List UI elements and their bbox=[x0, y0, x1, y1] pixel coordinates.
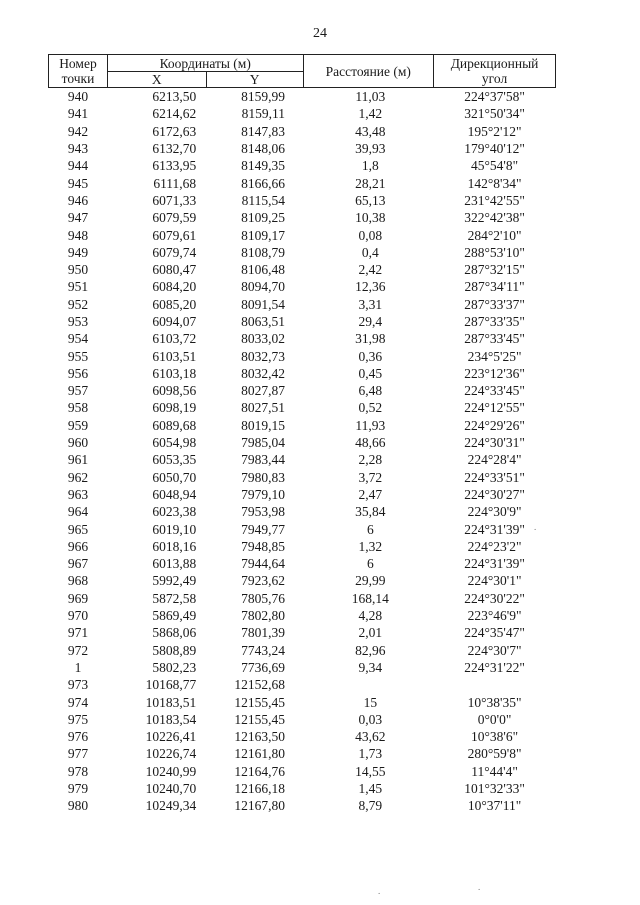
y-coordinate-cell: 7985,04 bbox=[241, 435, 286, 451]
x-coordinate-cell: 6133,95 bbox=[152, 158, 197, 174]
point-number-cell: 978 bbox=[67, 763, 89, 779]
y-coordinate-cell: 7948,85 bbox=[241, 538, 286, 554]
point-number-cell: 972 bbox=[67, 642, 89, 658]
x-coordinate-cell: 6103,18 bbox=[152, 365, 197, 381]
x-coordinate-cell: 6103,51 bbox=[152, 348, 197, 364]
point-number-cell: 977 bbox=[67, 746, 89, 762]
y-coordinate-cell: 8159,99 bbox=[241, 89, 286, 105]
table-row bbox=[49, 728, 556, 745]
distance-cell: 1,42 bbox=[358, 106, 383, 122]
angle-cell: 322°42'38" bbox=[464, 210, 525, 226]
header-coordinates: Координаты (м) bbox=[107, 55, 303, 72]
x-coordinate-cell: 6103,72 bbox=[152, 331, 197, 347]
angle-cell: 224°30'7" bbox=[467, 642, 522, 658]
y-coordinate-cell: 8147,83 bbox=[241, 123, 286, 139]
angle-cell: 287°34'11" bbox=[464, 279, 525, 295]
x-coordinate-cell: 10183,54 bbox=[145, 711, 197, 727]
x-coordinate-cell: 6019,10 bbox=[152, 521, 197, 537]
point-number-cell: 945 bbox=[67, 175, 89, 191]
table-row bbox=[49, 296, 556, 313]
distance-cell: 0,36 bbox=[358, 348, 383, 364]
y-coordinate-cell: 8108,79 bbox=[241, 244, 286, 260]
angle-cell: 224°12'55" bbox=[464, 400, 525, 416]
x-coordinate-cell: 6098,56 bbox=[152, 383, 197, 399]
x-coordinate-cell: 6213,50 bbox=[152, 89, 197, 105]
distance-cell: 14,55 bbox=[355, 763, 386, 779]
point-number-cell: 943 bbox=[67, 141, 89, 157]
point-number-cell: 957 bbox=[67, 383, 89, 399]
table-row bbox=[49, 451, 556, 468]
point-number-cell: 947 bbox=[67, 210, 89, 226]
x-coordinate-cell: 6023,38 bbox=[152, 504, 197, 520]
angle-cell: 224°30'27" bbox=[464, 486, 525, 502]
x-coordinate-cell: 6094,07 bbox=[152, 314, 197, 329]
point-number-cell: 955 bbox=[67, 348, 89, 364]
x-coordinate-cell: 6089,68 bbox=[152, 417, 197, 433]
table-row bbox=[49, 434, 556, 451]
table-row bbox=[49, 209, 556, 226]
angle-cell: 231°42'55" bbox=[464, 192, 525, 208]
angle-cell: 224°31'39" bbox=[464, 521, 525, 537]
table-row bbox=[49, 607, 556, 624]
x-coordinate-cell: 6013,88 bbox=[152, 556, 197, 572]
distance-cell: 12,36 bbox=[355, 279, 386, 295]
angle-cell: 224°33'45" bbox=[464, 383, 525, 399]
point-number-cell: 962 bbox=[67, 469, 89, 485]
angle-cell: 223°12'36" bbox=[464, 365, 525, 381]
angle-cell: 321°50'34" bbox=[464, 106, 525, 122]
header-angle: Дирекционный угол bbox=[434, 55, 556, 88]
table-row bbox=[49, 572, 556, 589]
y-coordinate-cell: 7953,98 bbox=[241, 504, 286, 520]
point-number-cell: 952 bbox=[67, 296, 89, 312]
point-number-cell: 966 bbox=[67, 538, 89, 554]
x-coordinate-cell: 10249,34 bbox=[145, 798, 197, 814]
coordinates-table bbox=[48, 54, 556, 814]
angle-cell: 179°40'12" bbox=[464, 141, 525, 157]
table-row bbox=[49, 261, 556, 278]
distance-cell: 11,03 bbox=[355, 89, 386, 105]
point-number-cell: 961 bbox=[67, 452, 89, 468]
distance-cell: 1,45 bbox=[358, 781, 383, 797]
angle-cell: 280°59'8" bbox=[467, 746, 522, 762]
distance-cell: 48,66 bbox=[355, 435, 386, 451]
x-coordinate-cell: 6050,70 bbox=[152, 469, 197, 485]
y-coordinate-cell: 8027,51 bbox=[241, 400, 286, 416]
table-header bbox=[49, 55, 556, 88]
point-number-cell: 965 bbox=[67, 521, 89, 537]
angle-cell: 224°30'22" bbox=[464, 590, 525, 606]
angle-cell: 10°38'35" bbox=[467, 694, 522, 710]
x-coordinate-cell: 6172,63 bbox=[152, 123, 197, 139]
table-row bbox=[49, 676, 556, 693]
distance-cell: 2,42 bbox=[358, 262, 383, 278]
x-coordinate-cell: 10240,99 bbox=[145, 763, 197, 779]
table-row bbox=[49, 157, 556, 174]
point-number-cell: 964 bbox=[67, 504, 89, 520]
x-coordinate-cell: 6079,74 bbox=[152, 244, 197, 260]
table-row bbox=[49, 486, 556, 503]
point-number-cell: 940 bbox=[67, 89, 89, 105]
y-coordinate-cell: 8091,54 bbox=[241, 296, 286, 312]
table-row bbox=[49, 399, 556, 416]
point-number-cell: 975 bbox=[67, 711, 89, 727]
distance-cell: 82,96 bbox=[355, 642, 386, 658]
x-coordinate-cell: 6111,68 bbox=[153, 175, 197, 191]
header-distance: Расстояние (м) bbox=[303, 55, 434, 88]
distance-cell: 1,8 bbox=[361, 158, 379, 174]
table-row bbox=[49, 226, 556, 243]
angle-cell: 287°33'45" bbox=[464, 331, 525, 347]
angle-cell: 224°28'4" bbox=[467, 452, 522, 468]
table-row bbox=[49, 330, 556, 347]
table-row bbox=[49, 538, 556, 555]
point-number-cell: 946 bbox=[67, 192, 89, 208]
table-row bbox=[49, 624, 556, 641]
distance-cell: 11,93 bbox=[355, 417, 386, 433]
x-coordinate-cell: 10183,51 bbox=[145, 694, 197, 710]
angle-cell: 45°54'8" bbox=[471, 158, 519, 174]
y-coordinate-cell: 12164,76 bbox=[234, 763, 286, 779]
distance-cell: 9,34 bbox=[358, 659, 383, 675]
y-coordinate-cell: 8027,87 bbox=[241, 383, 286, 399]
distance-cell: 2,47 bbox=[358, 486, 383, 502]
point-number-cell: 968 bbox=[67, 573, 89, 589]
distance-cell: 6 bbox=[366, 521, 374, 537]
header-x: X bbox=[107, 72, 206, 88]
distance-cell: 35,84 bbox=[355, 504, 386, 520]
x-coordinate-cell: 5808,89 bbox=[152, 642, 197, 658]
y-coordinate-cell: 8032,42 bbox=[241, 365, 286, 381]
table-row bbox=[49, 244, 556, 261]
scan-speck: . bbox=[478, 882, 481, 892]
x-coordinate-cell: 6080,47 bbox=[152, 262, 197, 278]
table-row bbox=[49, 382, 556, 399]
point-number-cell: 979 bbox=[67, 781, 89, 797]
table-row bbox=[49, 520, 556, 537]
angle-cell: 0°0'0" bbox=[477, 711, 512, 727]
y-coordinate-cell: 7801,39 bbox=[241, 625, 286, 641]
angle-cell: 288°53'10" bbox=[464, 244, 525, 260]
distance-cell: 0,45 bbox=[358, 365, 383, 381]
point-number-cell: 941 bbox=[67, 106, 89, 122]
angle-cell: 224°30'1" bbox=[467, 573, 522, 589]
y-coordinate-cell: 12167,80 bbox=[234, 798, 286, 814]
angle-cell bbox=[434, 676, 556, 693]
y-coordinate-cell: 8033,02 bbox=[241, 331, 286, 347]
y-coordinate-cell: 7944,64 bbox=[241, 556, 286, 572]
x-coordinate-cell: 6048,94 bbox=[152, 486, 197, 502]
distance-cell: 6 bbox=[366, 556, 374, 572]
x-coordinate-cell: 5992,49 bbox=[152, 573, 197, 589]
distance-cell: 29,99 bbox=[355, 573, 386, 589]
y-coordinate-cell: 8115,54 bbox=[241, 192, 286, 208]
y-coordinate-cell: 8106,48 bbox=[241, 262, 286, 278]
distance-cell: 8,79 bbox=[358, 798, 383, 814]
angle-cell: 11°44'4" bbox=[471, 763, 518, 779]
header-y: Y bbox=[206, 72, 303, 88]
angle-cell: 224°30'31" bbox=[464, 435, 525, 451]
point-number-cell: 954 bbox=[67, 331, 89, 347]
distance-cell: 43,48 bbox=[355, 123, 386, 139]
y-coordinate-cell: 7983,44 bbox=[241, 452, 286, 468]
distance-cell bbox=[303, 676, 434, 693]
table-row bbox=[49, 174, 556, 191]
distance-cell: 3,72 bbox=[358, 469, 383, 485]
x-coordinate-cell: 10226,74 bbox=[145, 746, 197, 762]
table-row bbox=[49, 278, 556, 295]
x-coordinate-cell: 10226,41 bbox=[145, 729, 197, 745]
distance-cell: 31,98 bbox=[355, 331, 386, 347]
table-row bbox=[49, 503, 556, 520]
point-number-cell: 1 bbox=[74, 659, 82, 675]
y-coordinate-cell: 12161,80 bbox=[234, 746, 286, 762]
x-coordinate-cell: 6071,33 bbox=[152, 192, 197, 208]
y-coordinate-cell: 8159,11 bbox=[241, 106, 286, 122]
point-number-cell: 950 bbox=[67, 262, 89, 278]
point-number-cell: 956 bbox=[67, 365, 89, 381]
table-row bbox=[49, 763, 556, 780]
distance-cell: 29,4 bbox=[358, 314, 383, 329]
point-number-cell: 948 bbox=[67, 227, 89, 243]
point-number-cell: 958 bbox=[67, 400, 89, 416]
table-row bbox=[49, 123, 556, 140]
angle-cell: 10°37'11" bbox=[467, 798, 522, 814]
x-coordinate-cell: 10240,70 bbox=[145, 781, 197, 797]
x-coordinate-cell: 5802,23 bbox=[152, 659, 197, 675]
angle-cell: 287°32'15" bbox=[464, 262, 525, 278]
point-number-cell: 942 bbox=[67, 123, 89, 139]
table-row bbox=[49, 347, 556, 364]
y-coordinate-cell: 8148,06 bbox=[241, 141, 286, 157]
angle-cell: 224°31'39" bbox=[464, 556, 525, 572]
angle-cell: 234°5'25" bbox=[467, 348, 522, 364]
y-coordinate-cell: 7805,76 bbox=[241, 590, 286, 606]
distance-cell: 2,28 bbox=[358, 452, 383, 468]
angle-cell: 224°31'22" bbox=[464, 659, 525, 675]
y-coordinate-cell: 8063,51 bbox=[241, 314, 286, 329]
x-coordinate-cell: 10168,77 bbox=[145, 677, 197, 693]
table-row bbox=[49, 780, 556, 797]
angle-cell: 224°35'47" bbox=[464, 625, 525, 641]
table-row bbox=[49, 693, 556, 710]
y-coordinate-cell: 7736,69 bbox=[241, 659, 286, 675]
angle-cell: 287°33'37" bbox=[464, 296, 525, 312]
point-number-cell: 959 bbox=[67, 417, 89, 433]
y-coordinate-cell: 8109,17 bbox=[241, 227, 286, 243]
y-coordinate-cell: 12155,45 bbox=[234, 694, 286, 710]
table-row bbox=[49, 192, 556, 209]
distance-cell: 0,52 bbox=[358, 400, 383, 416]
distance-cell: 2,01 bbox=[358, 625, 383, 641]
y-coordinate-cell: 8149,35 bbox=[241, 158, 286, 174]
y-coordinate-cell: 12163,50 bbox=[234, 729, 286, 745]
y-coordinate-cell: 8166,66 bbox=[241, 175, 286, 191]
table-row bbox=[49, 797, 556, 814]
table-row bbox=[49, 140, 556, 157]
x-coordinate-cell: 6098,19 bbox=[152, 400, 197, 416]
angle-cell: 195°2'12" bbox=[467, 123, 522, 139]
distance-cell: 10,38 bbox=[355, 210, 386, 226]
y-coordinate-cell: 7923,62 bbox=[241, 573, 286, 589]
distance-cell: 39,93 bbox=[355, 141, 386, 157]
angle-cell: 224°33'51" bbox=[464, 469, 525, 485]
scan-speck: . bbox=[534, 522, 537, 532]
y-coordinate-cell: 7980,83 bbox=[241, 469, 286, 485]
angle-cell: 224°29'26" bbox=[464, 417, 525, 433]
x-coordinate-cell: 6085,20 bbox=[152, 296, 197, 312]
point-number-cell: 963 bbox=[67, 486, 89, 502]
x-coordinate-cell: 6079,59 bbox=[152, 210, 197, 226]
x-coordinate-cell: 6018,16 bbox=[152, 538, 197, 554]
distance-cell: 4,28 bbox=[358, 608, 383, 624]
y-coordinate-cell: 8019,15 bbox=[241, 417, 286, 433]
x-coordinate-cell: 6053,35 bbox=[152, 452, 197, 468]
point-number-cell: 951 bbox=[67, 279, 89, 295]
distance-cell: 65,13 bbox=[355, 192, 386, 208]
distance-cell: 43,62 bbox=[355, 729, 386, 745]
angle-cell: 223°46'9" bbox=[467, 608, 522, 624]
y-coordinate-cell: 7979,10 bbox=[241, 486, 286, 502]
table-row bbox=[49, 555, 556, 572]
x-coordinate-cell: 5869,49 bbox=[152, 608, 197, 624]
table-row bbox=[49, 590, 556, 607]
x-coordinate-cell: 6084,20 bbox=[152, 279, 197, 295]
angle-cell: 224°37'58" bbox=[464, 89, 525, 105]
y-coordinate-cell: 8109,25 bbox=[241, 210, 286, 226]
table-row bbox=[49, 417, 556, 434]
table-body bbox=[49, 88, 556, 815]
angle-cell: 284°2'10" bbox=[467, 227, 522, 243]
angle-cell: 287°33'35" bbox=[464, 314, 525, 329]
angle-cell: 10°38'6" bbox=[471, 729, 519, 745]
x-coordinate-cell: 6214,62 bbox=[152, 106, 197, 122]
table-row bbox=[49, 88, 556, 106]
angle-cell: 224°30'9" bbox=[467, 504, 522, 520]
angle-cell: 101°32'33" bbox=[464, 781, 525, 797]
y-coordinate-cell: 8094,70 bbox=[241, 279, 286, 295]
page-number: 24 bbox=[313, 26, 327, 41]
x-coordinate-cell: 6054,98 bbox=[152, 435, 197, 451]
y-coordinate-cell: 8032,73 bbox=[241, 348, 286, 364]
y-coordinate-cell: 12155,45 bbox=[234, 711, 286, 727]
angle-cell: 142°8'34" bbox=[467, 175, 522, 191]
x-coordinate-cell: 6079,61 bbox=[152, 227, 197, 243]
point-number-cell: 949 bbox=[67, 244, 89, 260]
point-number-cell: 976 bbox=[67, 729, 89, 745]
distance-cell: 1,32 bbox=[358, 538, 383, 554]
x-coordinate-cell: 5868,06 bbox=[152, 625, 197, 641]
x-coordinate-cell: 6132,70 bbox=[152, 141, 197, 157]
y-coordinate-cell: 12166,18 bbox=[234, 781, 286, 797]
table-row bbox=[49, 469, 556, 486]
point-number-cell: 973 bbox=[67, 677, 89, 693]
table-row bbox=[49, 365, 556, 382]
angle-cell: 224°23'2" bbox=[467, 538, 522, 554]
table-row bbox=[49, 659, 556, 676]
distance-cell: 3,31 bbox=[358, 296, 383, 312]
distance-cell: 168,14 bbox=[351, 590, 389, 606]
table-row bbox=[49, 642, 556, 659]
y-coordinate-cell: 7802,80 bbox=[241, 608, 286, 624]
point-number-cell: 967 bbox=[67, 556, 89, 572]
distance-cell: 6,48 bbox=[358, 383, 383, 399]
point-number-cell: 953 bbox=[67, 314, 89, 329]
distance-cell: 0,08 bbox=[358, 227, 383, 243]
point-number-cell: 969 bbox=[67, 590, 89, 606]
point-number-cell: 960 bbox=[67, 435, 89, 451]
table-row bbox=[49, 313, 556, 330]
distance-cell: 1,73 bbox=[358, 746, 383, 762]
point-number-cell: 944 bbox=[67, 158, 89, 174]
point-number-cell: 971 bbox=[67, 625, 89, 641]
distance-cell: 15 bbox=[363, 694, 378, 710]
distance-cell: 0,03 bbox=[358, 711, 383, 727]
point-number-cell: 970 bbox=[67, 608, 89, 624]
header-point-number: Номер точки bbox=[49, 55, 108, 88]
x-coordinate-cell: 5872,58 bbox=[152, 590, 197, 606]
table-row bbox=[49, 745, 556, 762]
point-number-cell: 974 bbox=[67, 694, 89, 710]
scan-speck: . bbox=[378, 886, 381, 896]
table-row bbox=[49, 711, 556, 728]
y-coordinate-cell: 7743,24 bbox=[241, 642, 286, 658]
table-row bbox=[49, 105, 556, 122]
distance-cell: 0,4 bbox=[361, 244, 379, 260]
distance-cell: 28,21 bbox=[355, 175, 386, 191]
point-number-cell: 980 bbox=[67, 798, 89, 814]
y-coordinate-cell: 12152,68 bbox=[234, 677, 286, 693]
y-coordinate-cell: 7949,77 bbox=[241, 521, 286, 537]
